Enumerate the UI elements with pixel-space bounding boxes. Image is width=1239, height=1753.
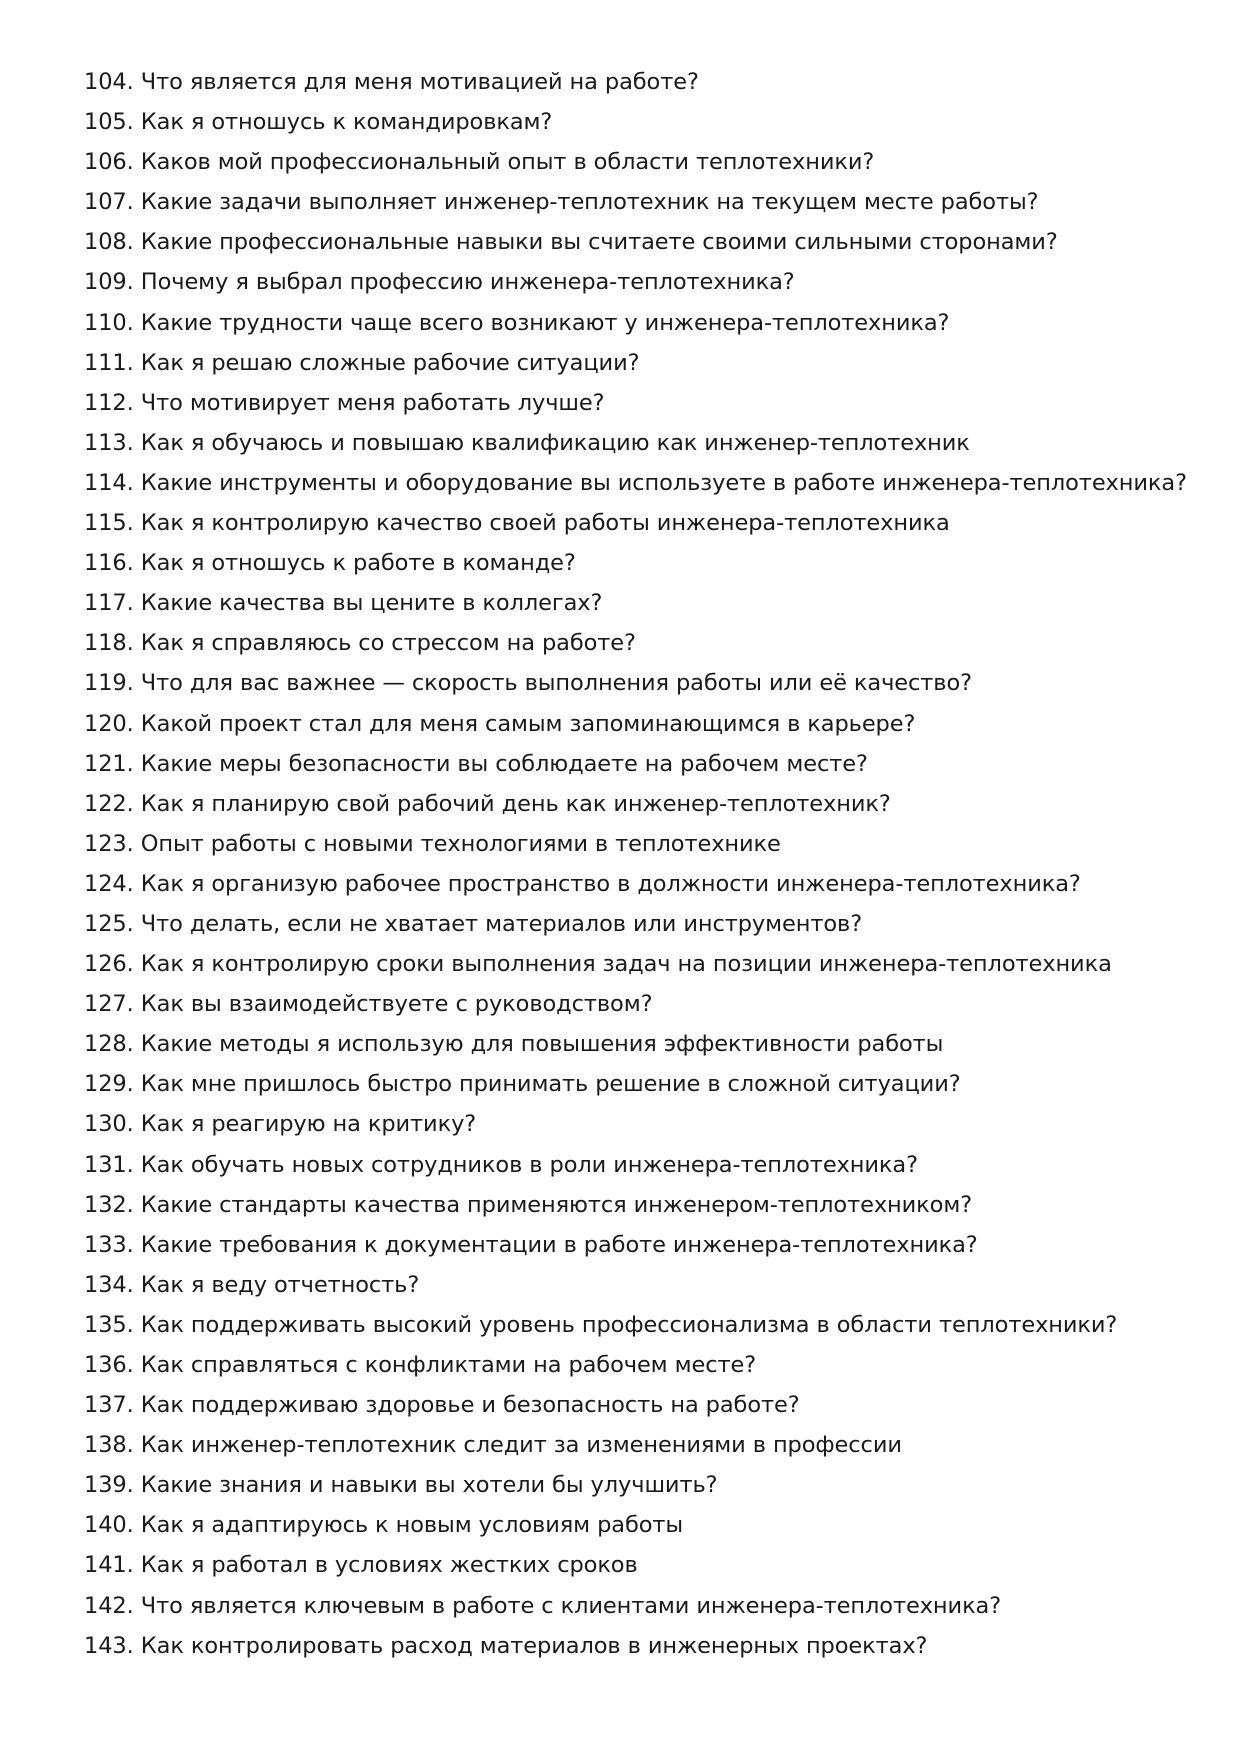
list-item: [84, 984, 1204, 1024]
item-text: Какие задачи выполняет инженер-теплотехник на текущем месте работы?: [140, 189, 1039, 216]
list-item: [84, 543, 1204, 583]
item-number: 133.: [84, 1231, 134, 1258]
list-item: [84, 1505, 1204, 1545]
list-item: [84, 663, 1204, 703]
list-item: [84, 864, 1204, 904]
item-text: Как я отношусь к работе в команде?: [140, 550, 576, 577]
item-text: Каков мой профессиональный опыт в области теплотехники?: [140, 149, 875, 176]
item-number: 121.: [84, 750, 134, 777]
item-number: 126.: [84, 951, 134, 978]
item-number: 139.: [84, 1472, 134, 1499]
item-text: Как я решаю сложные рабочие ситуации?: [140, 349, 640, 376]
item-text: Что делать, если не хватает материалов или инструментов?: [140, 910, 863, 937]
list-item: [84, 303, 1204, 343]
item-text: Как обучать новых сотрудников в роли инженера-теплотехника?: [140, 1151, 918, 1178]
item-number: 105.: [84, 109, 134, 136]
item-number: 115.: [84, 510, 134, 537]
item-text: Как я веду отчетность?: [140, 1271, 420, 1298]
item-text: Как я организую рабочее пространство в должности инженера-теплотехника?: [140, 870, 1081, 897]
list-item: [84, 704, 1204, 744]
list-item: [84, 1225, 1204, 1265]
item-number: 138.: [84, 1432, 134, 1459]
list-item: [84, 1345, 1204, 1385]
item-text: Какой проект стал для меня самым запоминающимся в карьере?: [140, 710, 916, 737]
item-text: Как я адаптируюсь к новым условиям работы: [140, 1512, 684, 1539]
item-text: Как я реагирую на критику?: [140, 1111, 477, 1138]
item-number: 117.: [84, 590, 134, 617]
item-text: Какие меры безопасности вы соблюдаете на рабочем месте?: [140, 750, 868, 777]
list-item: [84, 1465, 1204, 1505]
item-text: Что мотивирует меня работать лучше?: [140, 389, 605, 416]
item-text: Как поддерживать высокий уровень профессионализма в области теплотехники?: [140, 1311, 1118, 1338]
item-text: Как я отношусь к командировкам?: [140, 109, 553, 136]
list-item: [84, 744, 1204, 784]
item-number: 116.: [84, 550, 134, 577]
item-number: 114.: [84, 469, 134, 496]
list-item: [84, 182, 1204, 222]
item-text: Какие требования к документации в работе инженера-теплотехника?: [140, 1231, 978, 1258]
item-number: 136.: [84, 1352, 134, 1378]
item-number: 112.: [84, 389, 134, 416]
item-number: 118.: [84, 630, 134, 657]
item-number: 119.: [84, 670, 134, 697]
list-item: [84, 1626, 1204, 1666]
list-item: [84, 62, 1204, 102]
item-number: 127.: [84, 991, 134, 1018]
item-number: 107.: [84, 189, 134, 216]
list-item: [84, 222, 1204, 262]
item-number: 113.: [84, 429, 134, 456]
item-text: Как я планирую свой рабочий день как инженер-теплотехник?: [140, 790, 891, 817]
item-number: 128.: [84, 1031, 134, 1058]
item-text: Какие стандарты качества применяются инженером-теплотехником?: [140, 1191, 973, 1218]
list-item: [84, 383, 1204, 423]
list-item: [84, 944, 1204, 984]
item-number: 129.: [84, 1071, 134, 1098]
item-number: 104.: [84, 69, 134, 95]
list-item: [84, 1305, 1204, 1345]
list-item: [84, 784, 1204, 824]
item-text: Как вы взаимодействуете с руководством?: [140, 991, 653, 1018]
item-number: 140.: [84, 1512, 134, 1539]
list-item: [84, 583, 1204, 623]
list-item: [84, 824, 1204, 864]
item-text: Какие качества вы цените в коллегах?: [140, 590, 603, 617]
item-number: 137.: [84, 1392, 134, 1419]
list-item: [84, 1545, 1204, 1585]
item-text: Почему я выбрал профессию инженера-теплотехника?: [140, 269, 795, 296]
item-number: 106.: [84, 149, 134, 176]
list-item: [84, 503, 1204, 543]
item-text: Как я контролирую качество своей работы инженера-теплотехника: [140, 510, 950, 537]
item-text: Как справляться с конфликтами на рабочем месте?: [140, 1352, 757, 1378]
list-item: [84, 904, 1204, 944]
item-number: 120.: [84, 710, 134, 737]
item-number: 108.: [84, 229, 134, 256]
item-number: 122.: [84, 790, 134, 817]
item-text: Что является ключевым в работе с клиентами инженера-теплотехника?: [140, 1592, 1002, 1619]
list-item: [84, 1185, 1204, 1225]
list-item: [84, 623, 1204, 663]
item-number: 135.: [84, 1311, 134, 1338]
item-text: Опыт работы с новыми технологиями в теплотехнике: [140, 830, 781, 857]
list-item: [84, 423, 1204, 463]
list-item: [84, 1145, 1204, 1185]
item-number: 132.: [84, 1191, 134, 1218]
item-text: Как инженер-теплотехник следит за изменениями в профессии: [140, 1432, 902, 1459]
item-text: Какие методы я использую для повышения эффективности работы: [140, 1031, 944, 1058]
item-text: Как я контролирую сроки выполнения задач на позиции инженера-теплотехника: [140, 951, 1112, 978]
item-text: Как я справляюсь со стрессом на работе?: [140, 630, 636, 657]
item-text: Какие знания и навыки вы хотели бы улучшить?: [140, 1472, 718, 1499]
item-text: Как поддерживаю здоровье и безопасность на работе?: [140, 1392, 800, 1419]
item-number: 109.: [84, 269, 134, 296]
item-number: 142.: [84, 1592, 134, 1619]
item-text: Какие инструменты и оборудование вы используете в работе инженера-теплотехника?: [140, 469, 1187, 496]
list-item: [84, 343, 1204, 383]
item-text: Какие профессиональные навыки вы считаете своими сильными сторонами?: [140, 229, 1058, 256]
list-item: [84, 1425, 1204, 1465]
item-number: 125.: [84, 910, 134, 937]
item-number: 124.: [84, 870, 134, 897]
list-item: [84, 463, 1204, 503]
item-number: 141.: [84, 1552, 134, 1579]
list-item: [84, 1265, 1204, 1305]
item-number: 143.: [84, 1632, 134, 1659]
list-item: [84, 142, 1204, 182]
item-text: Что является для меня мотивацией на работе?: [140, 69, 699, 95]
list-item: [84, 1586, 1204, 1626]
item-number: 123.: [84, 830, 134, 857]
item-number: 134.: [84, 1271, 134, 1298]
item-text: Как контролировать расход материалов в инженерных проектах?: [140, 1632, 928, 1659]
item-number: 130.: [84, 1111, 134, 1138]
list-item: [84, 1385, 1204, 1425]
item-text: Как мне пришлось быстро принимать решение в сложной ситуации?: [140, 1071, 961, 1098]
question-list: [84, 62, 1204, 1666]
item-text: Как я обучаюсь и повышаю квалификацию как инженер-теплотехник: [140, 429, 970, 456]
list-item: [84, 1024, 1204, 1064]
list-item: [84, 1064, 1204, 1104]
list-item: [84, 262, 1204, 302]
item-text: Как я работал в условиях жестких сроков: [140, 1552, 638, 1579]
item-number: 110.: [84, 309, 134, 336]
item-text: Какие трудности чаще всего возникают у инженера-теплотехника?: [140, 309, 950, 336]
item-number: 111.: [84, 349, 134, 376]
list-item: [84, 102, 1204, 142]
item-text: Что для вас важнее — скорость выполнения работы или её качество?: [140, 670, 972, 697]
item-number: 131.: [84, 1151, 134, 1178]
list-item: [84, 1104, 1204, 1144]
